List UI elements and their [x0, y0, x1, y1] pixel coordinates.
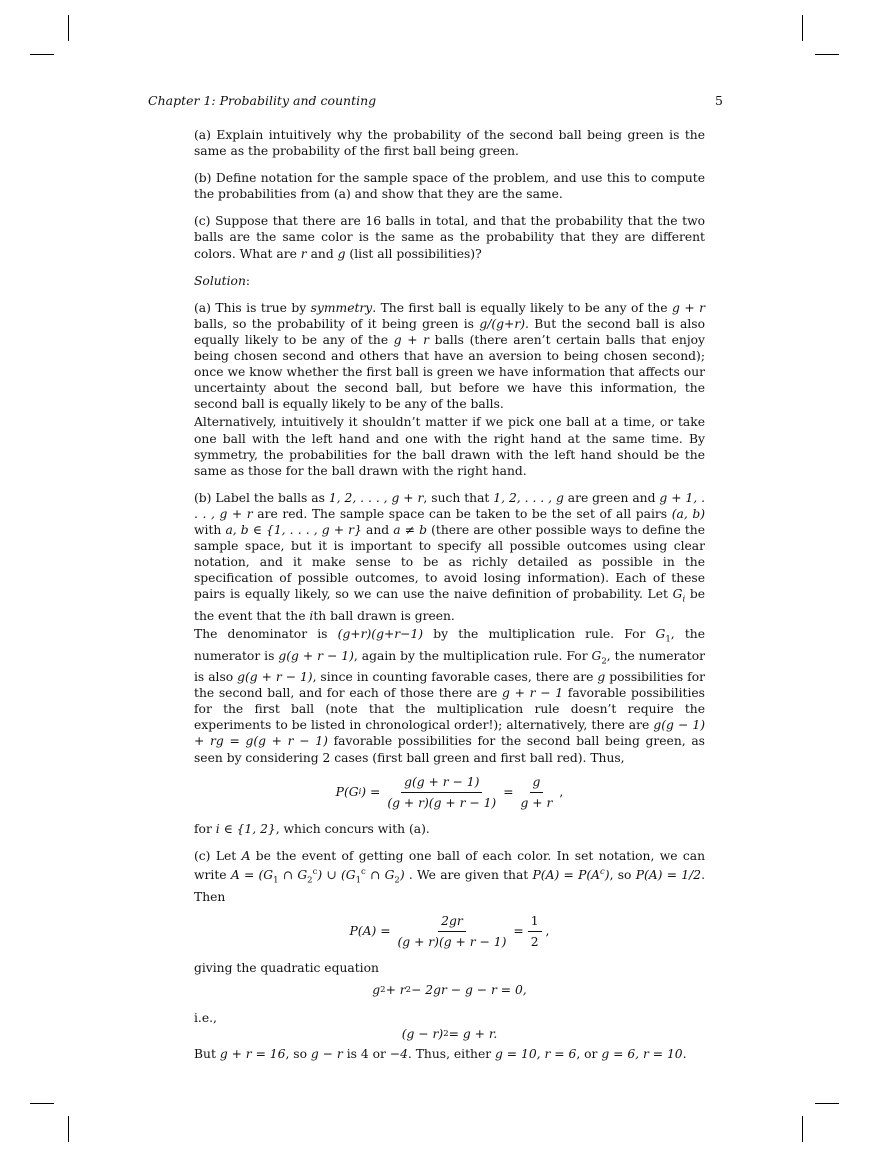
solution-b-paragraph-1: (b) Label the balls as 1, 2, . . . , g + r, such that 1, 2, . . . , g are green and g + 1, . . . , g + r are red. The sample space can be taken to be the set of all pairs (a, b) with a, b ∈ {1, . . . , g + r} and a ≠ b (there are other possible ways to define the sample space, but it is important to specify all possible outcomes using clear notation, and it make sense to be as richly detailed as possible in the specification of possible outcomes, to avoid losing information). Each of these pairs is equally likely, so we can use the naive definition of probability. Let $G_i$ be the event that the ith ball drawn is green. [194, 490, 705, 623]
problem-part-c: (c) Suppose that there are 16 balls in total, and that the probability that the two balls are the same color is the same as the probability that they are different colors. What are r and g (list all possibilities)? [194, 214, 705, 261]
crop-mark-bottom-right-v [802, 1116, 803, 1142]
problem-part-b: (b) Define notation for the sample space of the problem, and use this to compute the probabilities from (a) and show that they are the same. [194, 171, 705, 202]
page-number: 5 [715, 93, 723, 108]
crop-mark-top-right-v [802, 15, 803, 41]
equation-p-gi: P(G i ) = $\frac{g(g + r - 1)}{(g + r)(g + r - 1)}$ = $\frac{g}{g + r}$ , [335, 774, 564, 810]
running-title: Chapter 1: Probability and counting [148, 93, 377, 108]
crop-mark-top-right-h [815, 54, 839, 55]
equation-quadratic: g 2 + r 2 − 2gr − g − r = 0, [372, 983, 527, 998]
equation-square: (g − r) 2 = g + r. [401, 1027, 498, 1042]
final-answer: But g + r = 16, so g − r is 4 or −4. Thus, either g = 10, r = 6, or g = 6, r = 10. [194, 1047, 687, 1062]
crop-mark-bottom-left-h [30, 1103, 54, 1104]
solution-b-paragraph-2: The denominator is (g+r)(g+r−1) by the multiplication rule. For $G_1$, the numerator is g(g + r − 1), again by the multiplication rule. For $G_2$, the numerator is also g(g + r − 1), since in counting favorable cases, there are g possibilities for the second ball, and for each of those there are g + r − 1 favorable possibilities for the first ball (note that the multiplication rule doesn’t require the experiments to be listed in chronological order!); alternatively, there are g(g − 1) + rg = g(g + r − 1) favorable possibilities for the second ball being green, as seen by considering 2 cases (first ball green and first ball red). Thus, [194, 626, 705, 765]
solution-b-conclusion: for i ∈ {1, 2}, which concurs with (a). [194, 821, 430, 836]
quadratic-intro: giving the quadratic equation [194, 960, 379, 975]
fraction-1: $\frac{g(g + r - 1)}{(g + r)(g + r - 1)}$ [387, 774, 497, 810]
solution-a-paragraph-2: Alternatively, intuitively it shouldn’t matter if we pick one ball at a time, or take one ball with the left hand and one with the right hand at the same time. By symmetry, the probabilities for the ball drawn with the left hand should be the same as those for the ball drawn with the right hand. [194, 415, 705, 478]
crop-mark-top-left-h [30, 54, 54, 55]
solution-c-paragraph-1: (c) Let A be the event of getting one ball of each color. In set notation, we can write $A = (G_1$ ∩ $G_2^c$) ∪ ($G_1^c$ ∩ $G_2$) . We are given that $P(A) = P(A^c)$, so P(A) = 1/2. Then [194, 848, 706, 904]
crop-mark-top-left-v [68, 15, 69, 41]
running-header [148, 93, 723, 108]
crop-mark-bottom-left-v [68, 1116, 69, 1142]
equation-p-a: P(A) = $\frac{2gr}{(g + r)(g + r - 1)}$ = $\frac{1}{2}$ , [349, 913, 550, 949]
ie-label: i.e., [194, 1011, 217, 1026]
crop-mark-bottom-right-h [815, 1103, 839, 1104]
problem-part-a: (a) Explain intuitively why the probability of the second ball being green is the same as the probability of the first ball being green. [194, 128, 705, 159]
solution-a-paragraph-1: (a) This is true by symmetry. The first ball is equally likely to be any of the g + r balls, so the probability of it being green is g/(g+r). But the second ball is also equally likely to be any of the g + r balls (there aren’t certain balls that enjoy being chosen second and others that have an aversion to being chosen second); once we know whether the first ball is green we have information that affects our uncertainty about the second ball, but before we have this information, the second ball is equally likely to be any of the balls. [194, 300, 705, 412]
page-body [194, 127, 705, 1073]
solution-label: Solution: [194, 273, 251, 288]
fraction-2: $\frac{g}{g + r}$ [520, 774, 553, 810]
fraction-3: $\frac{2gr}{(g + r)(g + r - 1)}$ [397, 913, 507, 949]
fraction-4: $\frac{1}{2}$ [528, 913, 542, 950]
